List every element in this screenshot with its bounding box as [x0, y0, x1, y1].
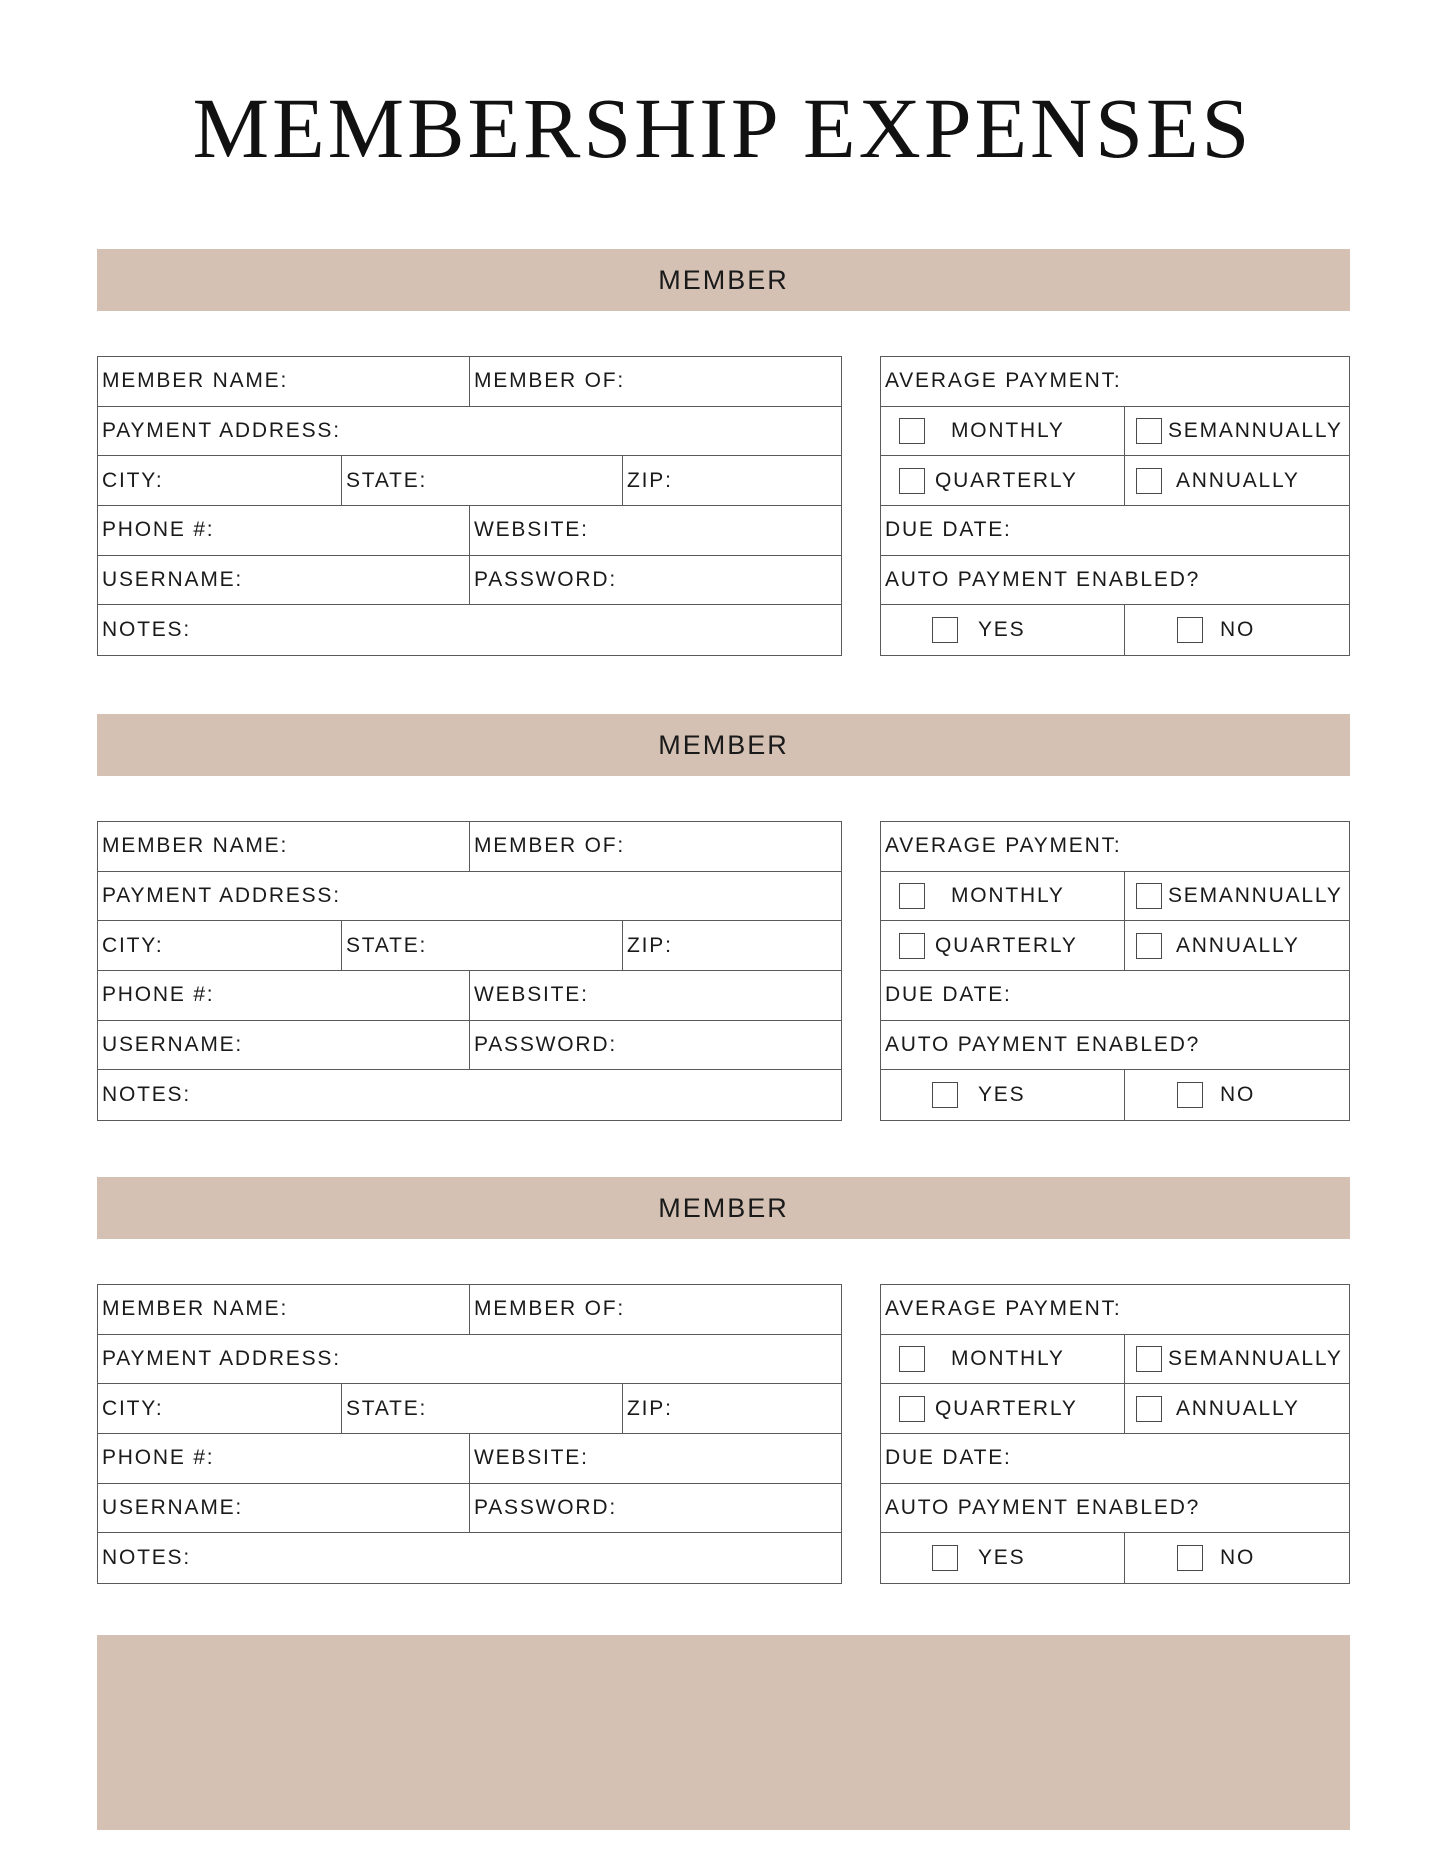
zip-field[interactable]: ZIP:	[627, 1396, 673, 1420]
semannually-option[interactable]	[1125, 872, 1349, 921]
auto-payment-label: AUTO PAYMENT ENABLED?	[885, 568, 1201, 592]
section-header: MEMBER	[97, 249, 1350, 311]
semannually-option[interactable]	[1125, 1335, 1349, 1384]
notes-field[interactable]: NOTES:	[102, 1546, 191, 1570]
checkbox-icon[interactable]	[1177, 617, 1203, 643]
semannually-label: SEMANNUALLY	[1168, 884, 1343, 908]
checkbox-icon[interactable]	[1136, 1396, 1162, 1422]
no-option[interactable]	[1125, 605, 1349, 655]
monthly-option[interactable]	[881, 872, 1125, 921]
payment-info-table	[880, 356, 1350, 656]
semannually-label: SEMANNUALLY	[1168, 419, 1343, 443]
quarterly-option[interactable]	[881, 1384, 1125, 1433]
quarterly-label: QUARTERLY	[935, 468, 1078, 492]
checkbox-icon[interactable]	[899, 418, 925, 444]
notes-field[interactable]: NOTES:	[102, 1083, 191, 1107]
username-field[interactable]: USERNAME:	[98, 1484, 470, 1533]
payment-address-field[interactable]: PAYMENT ADDRESS:	[102, 884, 341, 908]
checkbox-icon[interactable]	[932, 617, 958, 643]
member-name-field[interactable]: MEMBER NAME:	[98, 357, 470, 406]
footer-band	[97, 1635, 1350, 1830]
no-label: NO	[1220, 618, 1256, 642]
member-of-field[interactable]: MEMBER OF:	[474, 369, 626, 393]
phone-field[interactable]: PHONE #:	[98, 1434, 470, 1483]
auto-payment-label: AUTO PAYMENT ENABLED?	[885, 1496, 1201, 1520]
quarterly-option[interactable]	[881, 921, 1125, 970]
monthly-option[interactable]	[881, 1335, 1125, 1384]
annually-option[interactable]	[1125, 456, 1349, 505]
checkbox-icon[interactable]	[1177, 1082, 1203, 1108]
checkbox-icon[interactable]	[899, 1346, 925, 1372]
page-title: MEMBERSHIP EXPENSES	[192, 80, 1253, 176]
average-payment-field[interactable]: AVERAGE PAYMENT:	[885, 1297, 1122, 1321]
city-field[interactable]: CITY:	[98, 1384, 342, 1433]
section-header: MEMBER	[97, 1177, 1350, 1239]
website-field[interactable]: WEBSITE:	[474, 983, 589, 1007]
quarterly-option[interactable]	[881, 456, 1125, 505]
yes-label: YES	[978, 1083, 1026, 1107]
monthly-label: MONTHLY	[951, 884, 1065, 908]
checkbox-icon[interactable]	[1136, 933, 1162, 959]
checkbox-icon[interactable]	[899, 1396, 925, 1422]
no-option[interactable]	[1125, 1533, 1349, 1583]
phone-field[interactable]: PHONE #:	[98, 971, 470, 1020]
no-label: NO	[1220, 1546, 1256, 1570]
member-info-table	[97, 1284, 842, 1584]
member-info-table	[97, 356, 842, 656]
average-payment-field[interactable]: AVERAGE PAYMENT:	[885, 369, 1122, 393]
checkbox-icon[interactable]	[932, 1082, 958, 1108]
checkbox-icon[interactable]	[1136, 418, 1162, 444]
website-field[interactable]: WEBSITE:	[474, 518, 589, 542]
annually-label: ANNUALLY	[1176, 468, 1300, 492]
auto-payment-label: AUTO PAYMENT ENABLED?	[885, 1033, 1201, 1057]
phone-field[interactable]: PHONE #:	[98, 506, 470, 555]
yes-option[interactable]	[881, 605, 1125, 655]
username-field[interactable]: USERNAME:	[98, 556, 470, 605]
payment-info-table	[880, 1284, 1350, 1584]
checkbox-icon[interactable]	[899, 883, 925, 909]
annually-option[interactable]	[1125, 921, 1349, 970]
member-info-table	[97, 821, 842, 1121]
no-option[interactable]	[1125, 1070, 1349, 1120]
username-field[interactable]: USERNAME:	[98, 1021, 470, 1070]
checkbox-icon[interactable]	[1136, 1346, 1162, 1372]
payment-address-field[interactable]: PAYMENT ADDRESS:	[102, 1347, 341, 1371]
state-field[interactable]: STATE:	[342, 1384, 623, 1433]
checkbox-icon[interactable]	[1136, 468, 1162, 494]
quarterly-label: QUARTERLY	[935, 1396, 1078, 1420]
monthly-label: MONTHLY	[951, 419, 1065, 443]
yes-option[interactable]	[881, 1533, 1125, 1583]
payment-info-table	[880, 821, 1350, 1121]
checkbox-icon[interactable]	[899, 468, 925, 494]
annually-option[interactable]	[1125, 1384, 1349, 1433]
member-name-field[interactable]: MEMBER NAME:	[98, 822, 470, 871]
password-field[interactable]: PASSWORD:	[474, 1496, 617, 1520]
checkbox-icon[interactable]	[1136, 883, 1162, 909]
due-date-field[interactable]: DUE DATE:	[885, 983, 1012, 1007]
payment-address-field[interactable]: PAYMENT ADDRESS:	[102, 419, 341, 443]
semannually-option[interactable]	[1125, 407, 1349, 456]
member-of-field[interactable]: MEMBER OF:	[474, 834, 626, 858]
zip-field[interactable]: ZIP:	[627, 468, 673, 492]
section-header: MEMBER	[97, 714, 1350, 776]
annually-label: ANNUALLY	[1176, 933, 1300, 957]
checkbox-icon[interactable]	[1177, 1545, 1203, 1571]
member-of-field[interactable]: MEMBER OF:	[474, 1297, 626, 1321]
state-field[interactable]: STATE:	[342, 456, 623, 505]
checkbox-icon[interactable]	[932, 1545, 958, 1571]
yes-option[interactable]	[881, 1070, 1125, 1120]
semannually-label: SEMANNUALLY	[1168, 1347, 1343, 1371]
monthly-option[interactable]	[881, 407, 1125, 456]
annually-label: ANNUALLY	[1176, 1396, 1300, 1420]
member-name-field[interactable]: MEMBER NAME:	[98, 1285, 470, 1334]
notes-field[interactable]: NOTES:	[102, 618, 191, 642]
state-field[interactable]: STATE:	[342, 921, 623, 970]
yes-label: YES	[978, 1546, 1026, 1570]
password-field[interactable]: PASSWORD:	[474, 1033, 617, 1057]
city-field[interactable]: CITY:	[98, 456, 342, 505]
due-date-field[interactable]: DUE DATE:	[885, 518, 1012, 542]
checkbox-icon[interactable]	[899, 933, 925, 959]
password-field[interactable]: PASSWORD:	[474, 568, 617, 592]
monthly-label: MONTHLY	[951, 1347, 1065, 1371]
yes-label: YES	[978, 618, 1026, 642]
quarterly-label: QUARTERLY	[935, 933, 1078, 957]
average-payment-field[interactable]: AVERAGE PAYMENT:	[885, 834, 1122, 858]
city-field[interactable]: CITY:	[98, 921, 342, 970]
website-field[interactable]: WEBSITE:	[474, 1446, 589, 1470]
zip-field[interactable]: ZIP:	[627, 933, 673, 957]
due-date-field[interactable]: DUE DATE:	[885, 1446, 1012, 1470]
no-label: NO	[1220, 1083, 1256, 1107]
